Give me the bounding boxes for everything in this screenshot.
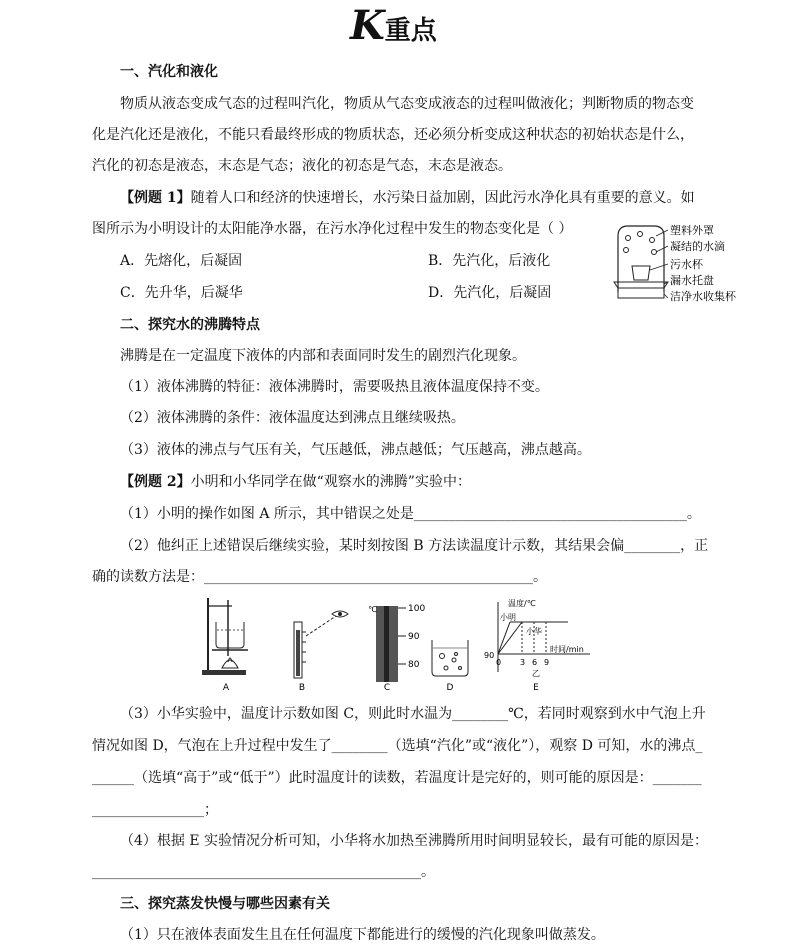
experiment-figures [198,592,608,698]
fig-c-100: 100 [408,604,426,614]
s1-para-2: 化是汽化还是液化，不能只看最终形成的物质状态，还必须分析变成这种状态的初始状态是什么， [92,127,694,143]
option-b: B．先汽化，后液化 [428,253,551,269]
fig-a-label: A [222,683,230,693]
q3-line2: 情况如图 D，气泡在上升过程中发生了________（选填“汽化”或“液化”），观察 D 可知，水的沸点_ [92,738,703,754]
fig-label-cover: 塑料外罩 [670,224,714,237]
s2-line1: 沸腾是在一定温度下液体的内部和表面同时发生的剧烈汽化现象。 [120,348,526,364]
q2-line1: （2）他纠正上述错误后继续实验，某时刻按图 B 方法读温度计示数，其结果会偏________，正 [120,538,709,554]
example1-line2: 图所示为小明设计的太阳能净水器，在污水净化过程中发生的物态变化是（ ） [92,221,573,237]
section1-title: 一、汽化和液化 [120,64,218,80]
fig-e-90: 90 [484,651,495,660]
q2-line2: 确的读数方法是：_______________________________________________。 [92,569,547,585]
fig-e-yi: 乙 [532,669,540,678]
page-title [350,2,437,49]
s3-line1: （1）只在液体表面发生且在任何温度下都能进行的缓慢的汽化现象叫做蒸发。 [120,927,605,943]
example1-text1: 随着人口和经济的快速增长，水污染日益加剧，因此污水净化具有重要的意义。如 [190,190,695,206]
example2-line [120,473,471,491]
option-d: D．先汽化，后凝固 [428,285,552,301]
example2-text: 小明和小华同学在做“观察水的沸腾”实验中： [190,474,471,490]
figure-d [432,640,468,693]
s1-para-1: 物质从液态变成气态的过程叫汽化，物质从气态变成液态的过程叫做液化；判断物质的物态变 [120,96,694,112]
fig-label-collector: 洁净水收集杯 [670,290,736,303]
fig-b-label: B [298,683,306,693]
title-text: 重点 [384,16,437,46]
example1-line1 [120,189,695,207]
example1-tag: 【例题 1】 [120,190,191,206]
fig-e-xlabel: 时间/min [550,645,584,654]
s2-line2: （1）液体沸腾的特征：液体沸腾时，需要吸热且液体温度保持不变。 [120,379,549,395]
figure-e [484,598,590,693]
q3-line1: （3）小华实验中，温度计示数如图 C，则此时水温为________℃，若同时观察到水中气泡上升 [120,706,706,722]
q4-line2: _______________________________________________。 [92,864,435,880]
section3-title: 三、探究蒸发快慢与哪些因素有关 [120,896,330,912]
fig-d-label: D [446,683,454,693]
fig-e-9: 9 [544,658,550,667]
fig-e-ylabel: 温度/℃ [508,599,536,608]
fig-e-ming: 小明 [500,613,516,622]
option-c: C．先升华，后凝华 [120,285,243,301]
fig-label-cup: 污水杯 [670,258,703,271]
q1: （1）小明的操作如图 A 所示，其中错误之处是_______________________________________。 [120,506,701,522]
title-k: K [350,2,385,49]
fig-label-tray: 漏水托盘 [670,274,714,287]
fig-e-hua: 小华 [526,627,542,636]
example2-tag: 【例题 2】 [120,474,191,490]
purifier-figure [606,222,794,308]
figure-a [202,598,248,693]
q3-line4: ________________； [92,802,218,818]
fig-label-droplets: 凝结的水滴 [670,240,725,253]
fig-c-unit: ℃ [368,605,377,614]
s1-para-3: 汽化的初态是液态，末态是气态；液化的初态是气态，末态是液态。 [92,158,512,174]
fig-c-90: 90 [408,632,420,642]
fig-e-3: 3 [520,658,526,667]
q3-line3: ______（选填“高于”或“低于”）此时温度计的读数，若温度计是完好的，则可能的原因是：_______ [92,770,702,786]
s2-line4: （3）液体的沸点与气压有关，气压越低，沸点越低；气压越高，沸点越高。 [120,442,591,458]
option-a: A．先熔化，后凝固 [120,253,243,269]
fig-e-6: 6 [532,658,538,667]
s2-line3: （2）液体沸腾的条件：液体温度达到沸点且继续吸热。 [120,410,465,426]
fig-e-label: E [533,683,539,693]
fig-c-80: 80 [408,660,420,670]
figure-b [294,611,348,693]
section2-title: 二、探究水的沸腾特点 [120,317,260,333]
q4-line1: （4）根据 E 实验情况分析可知，小华将水加热至沸腾所用时间明显较长，最有可能的原因是： [120,833,709,849]
figure-c [368,604,425,693]
fig-c-label: C [383,683,391,693]
fig-e-0: 0 [496,658,502,667]
